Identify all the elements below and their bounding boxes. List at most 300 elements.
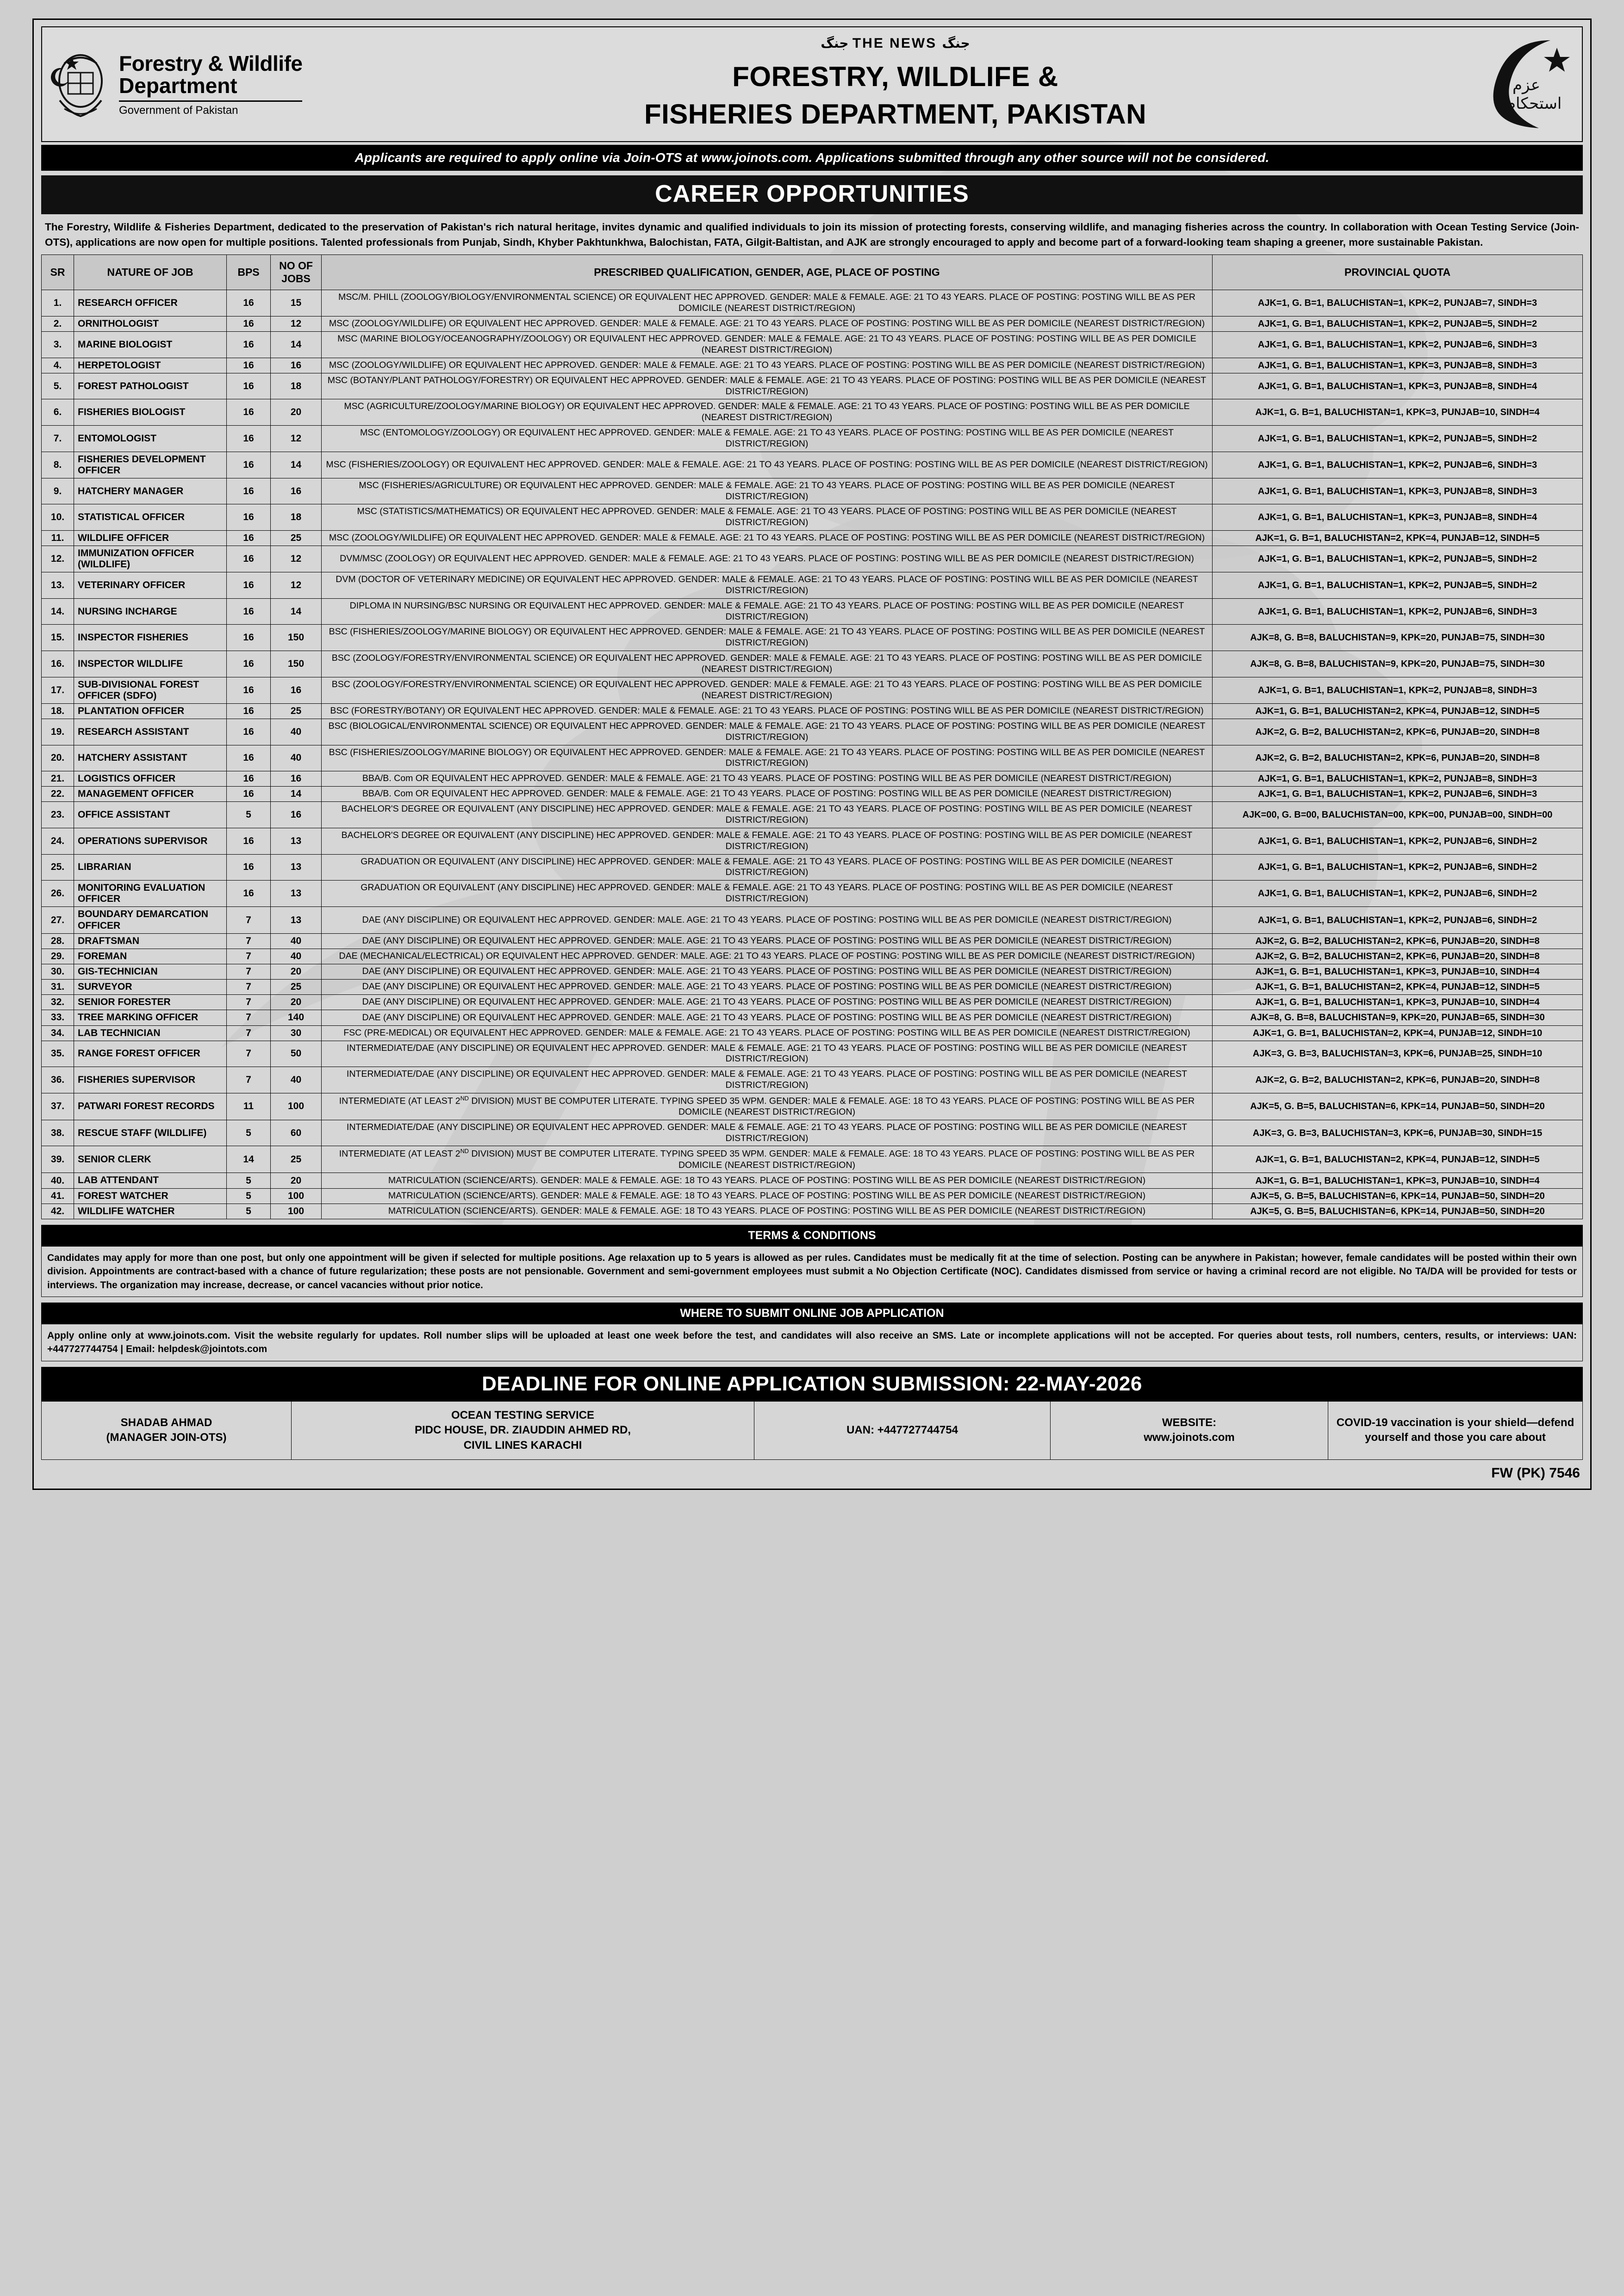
job-provincial-quota: AJK=1, G. B=1, BALUCHISTAN=1, KPK=3, PUNJAB=8, SINDH=4 — [1213, 373, 1583, 399]
job-provincial-quota: AJK=2, G. B=2, BALUCHISTAN=2, KPK=6, PUNJAB=20, SINDH=8 — [1213, 949, 1583, 964]
job-bps: 16 — [227, 399, 271, 426]
job-sr: 37. — [42, 1093, 74, 1120]
job-count: 15 — [271, 290, 322, 316]
job-bps: 16 — [227, 316, 271, 332]
job-qualification: MATRICULATION (SCIENCE/ARTS). GENDER: MALE & FEMALE. AGE: 18 TO 43 YEARS. PLACE OF POSTING: POSTING WILL BE AS PER DOMICILE (NEAREST DISTRICT/REGION) — [322, 1188, 1213, 1204]
job-count: 20 — [271, 964, 322, 979]
job-count: 13 — [271, 854, 322, 881]
job-bps: 11 — [227, 1093, 271, 1120]
col-bps: BPS — [227, 255, 271, 290]
job-bps: 16 — [227, 703, 271, 719]
job-provincial-quota: AJK=1, G. B=1, BALUCHISTAN=1, KPK=2, PUNJAB=5, SINDH=2 — [1213, 316, 1583, 332]
job-bps: 16 — [227, 572, 271, 599]
table-row — [42, 373, 1583, 399]
job-sr: 24. — [42, 828, 74, 855]
job-count: 25 — [271, 530, 322, 546]
masthead-name: THE NEWS — [852, 36, 937, 51]
job-sr: 39. — [42, 1146, 74, 1173]
job-nature: STATISTICAL OFFICER — [74, 504, 227, 531]
job-bps: 7 — [227, 933, 271, 949]
table-row — [42, 802, 1583, 828]
table-row — [42, 1120, 1583, 1146]
job-provincial-quota: AJK=1, G. B=1, BALUCHISTAN=1, KPK=2, PUNJAB=5, SINDH=2 — [1213, 572, 1583, 599]
table-row — [42, 854, 1583, 881]
job-provincial-quota: AJK=1, G. B=1, BALUCHISTAN=1, KPK=2, PUNJAB=8, SINDH=3 — [1213, 677, 1583, 703]
job-sr: 21. — [42, 771, 74, 787]
job-bps: 5 — [227, 1204, 271, 1219]
job-nature: WILDLIFE OFFICER — [74, 530, 227, 546]
table-row — [42, 1146, 1583, 1173]
job-bps: 16 — [227, 358, 271, 373]
job-provincial-quota: AJK=1, G. B=1, BALUCHISTAN=1, KPK=2, PUNJAB=7, SINDH=3 — [1213, 290, 1583, 316]
website-label: WEBSITE: — [1162, 1416, 1217, 1429]
job-sr: 2. — [42, 316, 74, 332]
job-count: 16 — [271, 358, 322, 373]
job-nature: DRAFTSMAN — [74, 933, 227, 949]
job-qualification: INTERMEDIATE/DAE (ANY DISCIPLINE) OR EQUIVALENT HEC APPROVED. GENDER: MALE & FEMALE. AGE: 21 TO 43 YEARS. PLACE OF POSTING: POSTING WILL BE AS PER DOMICILE (NEAREST DISTRICT/REGION) — [322, 1067, 1213, 1093]
job-sr: 3. — [42, 332, 74, 358]
job-bps: 5 — [227, 1173, 271, 1188]
job-qualification: MSC (FISHERIES/AGRICULTURE) OR EQUIVALENT HEC APPROVED. GENDER: MALE & FEMALE. AGE: 21 TO 43 YEARS. PLACE OF POSTING: POSTING WILL BE AS PER DOMICILE (NEAREST DISTRICT/REGION) — [322, 478, 1213, 504]
table-row — [42, 787, 1583, 802]
job-count: 100 — [271, 1093, 322, 1120]
job-qualification: DAE (ANY DISCIPLINE) OR EQUIVALENT HEC APPROVED. GENDER: MALE. AGE: 21 TO 43 YEARS. PLACE OF POSTING: POSTING WILL BE AS PER DOMICILE (NEAREST DISTRICT/REGION) — [322, 933, 1213, 949]
table-row — [42, 949, 1583, 964]
svg-text:عزم: عزم — [1512, 76, 1541, 94]
uan-cell: UAN: +447727744754 — [754, 1401, 1051, 1459]
job-nature: INSPECTOR FISHERIES — [74, 625, 227, 651]
col-sr: SR — [42, 255, 74, 290]
job-nature: BOUNDARY DEMARCATION OFFICER — [74, 907, 227, 933]
job-provincial-quota: AJK=1, G. B=1, BALUCHISTAN=1, KPK=2, PUNJAB=6, SINDH=2 — [1213, 828, 1583, 855]
terms-heading: TERMS & CONDITIONS — [41, 1225, 1583, 1247]
deadline-banner: DEADLINE FOR ONLINE APPLICATION SUBMISSION: 22-MAY-2026 — [41, 1367, 1583, 1401]
job-sr: 28. — [42, 933, 74, 949]
job-nature: HATCHERY MANAGER — [74, 478, 227, 504]
table-row — [42, 907, 1583, 933]
covid-notice-cell — [1328, 1401, 1583, 1459]
job-count: 40 — [271, 745, 322, 771]
newspaper-masthead — [374, 36, 1416, 51]
advertisement-sheet — [32, 19, 1592, 1490]
job-provincial-quota: AJK=1, G. B=1, BALUCHISTAN=1, KPK=2, PUNJAB=6, SINDH=2 — [1213, 854, 1583, 881]
job-nature: GIS-TECHNICIAN — [74, 964, 227, 979]
job-count: 150 — [271, 625, 322, 651]
job-nature: HERPETOLOGIST — [74, 358, 227, 373]
job-qualification: MSC (MARINE BIOLOGY/OCEANOGRAPHY/ZOOLOGY) OR EQUIVALENT HEC APPROVED. GENDER: MALE & FEMALE. AGE: 21 TO 43 YEARS. PLACE OF POSTING: POSTING WILL BE AS PER DOMICILE (NEAREST DISTRICT/REGION) — [322, 332, 1213, 358]
terms-body: Candidates may apply for more than one post, but only one appointment will be given if selected for multiple positions. Age relaxation up to 5 years is allowed as per rules. Candidates must be medically fit at the time of selection. Posting can be anywhere in Pakistan; however, female candidates will be posted within their own division. Appointments are contract-based with a chance of future regularization; these posts are not pensionable. Government and semi-government employees must submit a No Objection Certificate (NOC). Candidates dismissed from service or having a criminal record are not eligible. No TA/DA will be provided for tests or interviews. The organization may increase, decrease, or cancel vacancies without prior notice. — [41, 1247, 1583, 1297]
table-row — [42, 1010, 1583, 1025]
org-name: OCEAN TESTING SERVICE — [451, 1409, 594, 1421]
job-sr: 25. — [42, 854, 74, 881]
job-bps: 16 — [227, 373, 271, 399]
job-provincial-quota: AJK=5, G. B=5, BALUCHISTAN=6, KPK=14, PUNJAB=50, SINDH=20 — [1213, 1188, 1583, 1204]
job-qualification: MSC/M. PHILL (ZOOLOGY/BIOLOGY/ENVIRONMENTAL SCIENCE) OR EQUIVALENT HEC APPROVED. GENDER: MALE & FEMALE. AGE: 21 TO 43 YEARS. PLACE OF POSTING: POSTING WILL BE AS PER DOMICILE (NEAREST DISTRICT/REGION) — [322, 290, 1213, 316]
job-nature: FOREMAN — [74, 949, 227, 964]
job-nature: LAB TECHNICIAN — [74, 1025, 227, 1041]
job-qualification: MSC (ZOOLOGY/WILDLIFE) OR EQUIVALENT HEC APPROVED. GENDER: MALE & FEMALE. AGE: 21 TO 43 YEARS. PLACE OF POSTING: POSTING WILL BE AS PER DOMICILE (NEAREST DISTRICT/REGION) — [322, 358, 1213, 373]
masthead-arabic-right: جنگ — [942, 36, 970, 51]
job-sr: 31. — [42, 980, 74, 995]
pakistan-crest-icon — [50, 45, 111, 124]
job-nature: RESEARCH OFFICER — [74, 290, 227, 316]
job-qualification: INTERMEDIATE (AT LEAST 2ND DIVISION) MUST BE COMPUTER LITERATE. TYPING SPEED 35 WPM. GENDER: MALE & FEMALE. AGE: 18 TO 43 YEARS. PLACE OF POSTING: POSTING WILL BE AS PER DOMICILE (NEAREST DISTRICT/REGION) — [322, 1146, 1213, 1173]
table-row — [42, 572, 1583, 599]
job-count: 18 — [271, 373, 322, 399]
job-qualification: MSC (STATISTICS/MATHEMATICS) OR EQUIVALENT HEC APPROVED. GENDER: MALE & FEMALE. AGE: 21 TO 43 YEARS. PLACE OF POSTING: POSTING WILL BE AS PER DOMICILE (NEAREST DISTRICT/REGION) — [322, 504, 1213, 531]
government-label: Government of Pakistan — [119, 100, 302, 116]
job-provincial-quota: AJK=1, G. B=1, BALUCHISTAN=1, KPK=3, PUNJAB=10, SINDH=4 — [1213, 964, 1583, 979]
job-provincial-quota: AJK=1, G. B=1, BALUCHISTAN=1, KPK=2, PUNJAB=5, SINDH=2 — [1213, 425, 1583, 452]
job-qualification: MSC (ZOOLOGY/WILDLIFE) OR EQUIVALENT HEC APPROVED. GENDER: MALE & FEMALE. AGE: 21 TO 43 YEARS. PLACE OF POSTING: POSTING WILL BE AS PER DOMICILE (NEAREST DISTRICT/REGION) — [322, 530, 1213, 546]
job-nature: IMMUNIZATION OFFICER (WILDLIFE) — [74, 546, 227, 572]
table-row — [42, 290, 1583, 316]
table-row — [42, 771, 1583, 787]
job-nature: RANGE FOREST OFFICER — [74, 1041, 227, 1067]
table-row — [42, 677, 1583, 703]
crescent-star-icon — [1458, 36, 1574, 133]
table-row — [42, 933, 1583, 949]
job-sr: 19. — [42, 719, 74, 745]
job-provincial-quota: AJK=1, G. B=1, BALUCHISTAN=1, KPK=2, PUNJAB=6, SINDH=2 — [1213, 881, 1583, 907]
job-provincial-quota: AJK=1, G. B=1, BALUCHISTAN=2, KPK=4, PUNJAB=12, SINDH=10 — [1213, 1025, 1583, 1041]
table-row — [42, 980, 1583, 995]
job-provincial-quota: AJK=1, G. B=1, BALUCHISTAN=1, KPK=3, PUNJAB=10, SINDH=4 — [1213, 399, 1583, 426]
job-qualification: BBA/B. Com OR EQUIVALENT HEC APPROVED. GENDER: MALE & FEMALE. AGE: 21 TO 43 YEARS. PLACE OF POSTING: POSTING WILL BE AS PER DOMICILE (NEAREST DISTRICT/REGION) — [322, 771, 1213, 787]
job-qualification: MATRICULATION (SCIENCE/ARTS). GENDER: MALE & FEMALE. AGE: 18 TO 43 YEARS. PLACE OF POSTING: POSTING WILL BE AS PER DOMICILE (NEAREST DISTRICT/REGION) — [322, 1173, 1213, 1188]
job-qualification: BSC (ZOOLOGY/FORESTRY/ENVIRONMENTAL SCIENCE) OR EQUIVALENT HEC APPROVED. GENDER: MALE & FEMALE. AGE: 21 TO 43 YEARS. PLACE OF POSTING: POSTING WILL BE AS PER DOMICILE (NEAREST DISTRICT/REGION) — [322, 677, 1213, 703]
job-bps: 7 — [227, 949, 271, 964]
job-bps: 7 — [227, 1010, 271, 1025]
table-row — [42, 703, 1583, 719]
introduction-paragraph: The Forestry, Wildlife & Fisheries Department, dedicated to the preservation of Pakistan's rich natural heritage, invites dynamic and qualified individuals to join its mission of protecting forests, conserving wildlife, and managing fisheries across the country. In collaboration with Ocean Testing Service (Join-OTS), applications are now open for multiple positions. Talented professionals from Punjab, Sindh, Khyber Pakhtunkhwa, Balochistan, FATA, Gilgit-Baltistan, and AJK are strongly encouraged to apply and become part of a forward-looking team shaping a greener, more sustainable Pakistan. — [45, 221, 1579, 248]
submit-body: Apply online only at www.joinots.com. Visit the website regularly for updates. Roll number slips will be uploaded at least one week before the test, and candidates will also receive an SMS. Late or incomplete applications will not be accepted. For queries about tests, roll numbers, centers, results, or interviews: UAN: +447727744754 | Email: helpdesk@jointots.com — [41, 1324, 1583, 1361]
table-row — [42, 316, 1583, 332]
job-nature: PLANTATION OFFICER — [74, 703, 227, 719]
job-nature: OPERATIONS SUPERVISOR — [74, 828, 227, 855]
job-sr: 38. — [42, 1120, 74, 1146]
job-count: 25 — [271, 980, 322, 995]
job-sr: 20. — [42, 745, 74, 771]
job-count: 50 — [271, 1041, 322, 1067]
job-nature: LAB ATTENDANT — [74, 1173, 227, 1188]
jobs-table — [41, 254, 1583, 1219]
job-sr: 27. — [42, 907, 74, 933]
job-provincial-quota: AJK=8, G. B=8, BALUCHISTAN=9, KPK=20, PUNJAB=75, SINDH=30 — [1213, 625, 1583, 651]
job-count: 100 — [271, 1204, 322, 1219]
job-provincial-quota: AJK=1, G. B=1, BALUCHISTAN=1, KPK=3, PUNJAB=8, SINDH=4 — [1213, 504, 1583, 531]
job-bps: 7 — [227, 1025, 271, 1041]
job-qualification: INTERMEDIATE (AT LEAST 2ND DIVISION) MUST BE COMPUTER LITERATE. TYPING SPEED 35 WPM. GENDER: MALE & FEMALE. AGE: 18 TO 43 YEARS. PLACE OF POSTING: POSTING WILL BE AS PER DOMICILE (NEAREST DISTRICT/REGION) — [322, 1093, 1213, 1120]
job-count: 14 — [271, 452, 322, 478]
job-qualification: MSC (AGRICULTURE/ZOOLOGY/MARINE BIOLOGY) OR EQUIVALENT HEC APPROVED. GENDER: MALE & FEMALE. AGE: 21 TO 43 YEARS. PLACE OF POSTING: POSTING WILL BE AS PER DOMICILE (NEAREST DISTRICT/REGION) — [322, 399, 1213, 426]
job-provincial-quota: AJK=1, G. B=1, BALUCHISTAN=1, KPK=3, PUNJAB=8, SINDH=3 — [1213, 358, 1583, 373]
job-qualification: DAE (ANY DISCIPLINE) OR EQUIVALENT HEC APPROVED. GENDER: MALE. AGE: 21 TO 43 YEARS. PLACE OF POSTING: POSTING WILL BE AS PER DOMICILE (NEAREST DISTRICT/REGION) — [322, 1010, 1213, 1025]
job-qualification: DAE (ANY DISCIPLINE) OR EQUIVALENT HEC APPROVED. GENDER: MALE. AGE: 21 TO 43 YEARS. PLACE OF POSTING: POSTING WILL BE AS PER DOMICILE (NEAREST DISTRICT/REGION) — [322, 964, 1213, 979]
job-provincial-quota: AJK=1, G. B=1, BALUCHISTAN=1, KPK=2, PUNJAB=6, SINDH=3 — [1213, 598, 1583, 625]
job-sr: 11. — [42, 530, 74, 546]
job-nature: RESEARCH ASSISTANT — [74, 719, 227, 745]
table-row — [42, 1041, 1583, 1067]
job-count: 40 — [271, 719, 322, 745]
job-count: 16 — [271, 677, 322, 703]
table-header-row — [42, 255, 1583, 290]
table-row — [42, 995, 1583, 1010]
job-provincial-quota: AJK=5, G. B=5, BALUCHISTAN=6, KPK=14, PUNJAB=50, SINDH=20 — [1213, 1093, 1583, 1120]
job-count: 150 — [271, 651, 322, 677]
job-nature: FISHERIES BIOLOGIST — [74, 399, 227, 426]
job-provincial-quota: AJK=1, G. B=1, BALUCHISTAN=1, KPK=3, PUNJAB=10, SINDH=4 — [1213, 1173, 1583, 1188]
job-provincial-quota: AJK=2, G. B=2, BALUCHISTAN=2, KPK=6, PUNJAB=20, SINDH=8 — [1213, 745, 1583, 771]
job-sr: 17. — [42, 677, 74, 703]
website-url[interactable]: www.joinots.com — [1144, 1431, 1235, 1444]
job-provincial-quota: AJK=2, G. B=2, BALUCHISTAN=2, KPK=6, PUNJAB=20, SINDH=8 — [1213, 933, 1583, 949]
job-nature: NURSING INCHARGE — [74, 598, 227, 625]
job-count: 30 — [271, 1025, 322, 1041]
job-count: 100 — [271, 1188, 322, 1204]
job-qualification: MATRICULATION (SCIENCE/ARTS). GENDER: MALE & FEMALE. AGE: 18 TO 43 YEARS. PLACE OF POSTING: POSTING WILL BE AS PER DOMICILE (NEAREST DISTRICT/REGION) — [322, 1204, 1213, 1219]
job-qualification: MSC (FISHERIES/ZOOLOGY) OR EQUIVALENT HEC APPROVED. GENDER: MALE & FEMALE. AGE: 21 TO 43 YEARS. PLACE OF POSTING: POSTING WILL BE AS PER DOMICILE (NEAREST DISTRICT/REGION) — [322, 452, 1213, 478]
job-sr: 9. — [42, 478, 74, 504]
job-qualification: MSC (ENTOMOLOGY/ZOOLOGY) OR EQUIVALENT HEC APPROVED. GENDER: MALE & FEMALE. AGE: 21 TO 43 YEARS. PLACE OF POSTING: POSTING WILL BE AS PER DOMICILE (NEAREST DISTRICT/REGION) — [322, 425, 1213, 452]
job-bps: 16 — [227, 651, 271, 677]
job-sr: 14. — [42, 598, 74, 625]
job-sr: 1. — [42, 290, 74, 316]
job-qualification: MSC (ZOOLOGY/WILDLIFE) OR EQUIVALENT HEC APPROVED. GENDER: MALE & FEMALE. AGE: 21 TO 43 YEARS. PLACE OF POSTING: POSTING WILL BE AS PER DOMICILE (NEAREST DISTRICT/REGION) — [322, 316, 1213, 332]
job-nature: SUB-DIVISIONAL FOREST OFFICER (SDFO) — [74, 677, 227, 703]
job-nature: FOREST PATHOLOGIST — [74, 373, 227, 399]
job-bps: 16 — [227, 504, 271, 531]
job-nature: TREE MARKING OFFICER — [74, 1010, 227, 1025]
table-row — [42, 546, 1583, 572]
job-sr: 18. — [42, 703, 74, 719]
job-bps: 7 — [227, 1041, 271, 1067]
job-provincial-quota: AJK=1, G. B=1, BALUCHISTAN=2, KPK=4, PUNJAB=12, SINDH=5 — [1213, 980, 1583, 995]
job-provincial-quota: AJK=1, G. B=1, BALUCHISTAN=1, KPK=2, PUNJAB=6, SINDH=3 — [1213, 332, 1583, 358]
table-row — [42, 1067, 1583, 1093]
job-provincial-quota: AJK=2, G. B=2, BALUCHISTAN=2, KPK=6, PUNJAB=20, SINDH=8 — [1213, 1067, 1583, 1093]
job-count: 20 — [271, 1173, 322, 1188]
job-nature: FISHERIES SUPERVISOR — [74, 1067, 227, 1093]
job-qualification: DAE (ANY DISCIPLINE) OR EQUIVALENT HEC APPROVED. GENDER: MALE. AGE: 21 TO 43 YEARS. PLACE OF POSTING: POSTING WILL BE AS PER DOMICILE (NEAREST DISTRICT/REGION) — [322, 907, 1213, 933]
table-row — [42, 828, 1583, 855]
department-line-1: Forestry & Wildlife — [119, 51, 303, 75]
col-provincial-quota: PROVINCIAL QUOTA — [1213, 255, 1583, 290]
job-count: 25 — [271, 1146, 322, 1173]
job-count: 14 — [271, 598, 322, 625]
contact-table — [41, 1401, 1583, 1460]
job-bps: 5 — [227, 1120, 271, 1146]
table-row — [42, 1173, 1583, 1188]
job-bps: 14 — [227, 1146, 271, 1173]
job-qualification: DAE (ANY DISCIPLINE) OR EQUIVALENT HEC APPROVED. GENDER: MALE. AGE: 21 TO 43 YEARS. PLACE OF POSTING: POSTING WILL BE AS PER DOMICILE (NEAREST DISTRICT/REGION) — [322, 980, 1213, 995]
advertisement-reference: FW (PK) 7546 — [1491, 1465, 1580, 1481]
job-sr: 30. — [42, 964, 74, 979]
job-nature: INSPECTOR WILDLIFE — [74, 651, 227, 677]
job-sr: 7. — [42, 425, 74, 452]
job-qualification: BSC (FISHERIES/ZOOLOGY/MARINE BIOLOGY) OR EQUIVALENT HEC APPROVED. GENDER: MALE & FEMALE. AGE: 21 TO 43 YEARS. PLACE OF POSTING: POSTING WILL BE AS PER DOMICILE (NEAREST DISTRICT/REGION) — [322, 745, 1213, 771]
table-row — [42, 964, 1583, 979]
org-address-line-1: PIDC HOUSE, DR. ZIAUDDIN AHMED RD, — [414, 1424, 631, 1437]
job-count: 14 — [271, 332, 322, 358]
job-qualification: MSC (BOTANY/PLANT PATHOLOGY/FORESTRY) OR EQUIVALENT HEC APPROVED. GENDER: MALE & FEMALE. AGE: 21 TO 43 YEARS. PLACE OF POSTING: POSTING WILL BE AS PER DOMICILE (NEAREST DISTRICT/REGION) — [322, 373, 1213, 399]
job-provincial-quota: AJK=3, G. B=3, BALUCHISTAN=3, KPK=6, PUNJAB=30, SINDH=15 — [1213, 1120, 1583, 1146]
job-bps: 16 — [227, 828, 271, 855]
job-qualification: GRADUATION OR EQUIVALENT (ANY DISCIPLINE) HEC APPROVED. GENDER: MALE & FEMALE. AGE: 21 TO 43 YEARS. PLACE OF POSTING: POSTING WILL BE AS PER DOMICILE (NEAREST DISTRICT/REGION) — [322, 881, 1213, 907]
job-count: 16 — [271, 478, 322, 504]
job-qualification: FSC (PRE-MEDICAL) OR EQUIVALENT HEC APPROVED. GENDER: MALE & FEMALE. AGE: 21 TO 43 YEARS. PLACE OF POSTING: POSTING WILL BE AS PER DOMICILE (NEAREST DISTRICT/REGION) — [322, 1025, 1213, 1041]
job-qualification: BACHELOR'S DEGREE OR EQUIVALENT (ANY DISCIPLINE) HEC APPROVED. GENDER: MALE & FEMALE. AGE: 21 TO 43 YEARS. PLACE OF POSTING: POSTING WILL BE AS PER DOMICILE (NEAREST DISTRICT/REGION) — [322, 828, 1213, 855]
job-bps: 5 — [227, 802, 271, 828]
job-qualification: BSC (FISHERIES/ZOOLOGY/MARINE BIOLOGY) OR EQUIVALENT HEC APPROVED. GENDER: MALE & FEMALE. AGE: 21 TO 43 YEARS. PLACE OF POSTING: POSTING WILL BE AS PER DOMICILE (NEAREST DISTRICT/REGION) — [322, 625, 1213, 651]
apply-online-notice: Applicants are required to apply online via Join-OTS at www.joinots.com. Applications submitted through any other source will not be considered. — [41, 145, 1583, 171]
job-provincial-quota: AJK=1, G. B=1, BALUCHISTAN=1, KPK=3, PUNJAB=8, SINDH=3 — [1213, 478, 1583, 504]
col-no-of-jobs: NO OF JOBS — [271, 255, 322, 290]
covid-line-2: yourself and those you care about — [1365, 1431, 1546, 1444]
job-sr: 5. — [42, 373, 74, 399]
job-nature: MARINE BIOLOGIST — [74, 332, 227, 358]
table-row — [42, 332, 1583, 358]
job-nature: FISHERIES DEVELOPMENT OFFICER — [74, 452, 227, 478]
job-nature: ENTOMOLOGIST — [74, 425, 227, 452]
job-nature: SURVEYOR — [74, 980, 227, 995]
job-nature: MANAGEMENT OFFICER — [74, 787, 227, 802]
page-title-line-2: FISHERIES DEPARTMENT, PAKISTAN — [644, 99, 1147, 130]
table-row — [42, 399, 1583, 426]
table-row — [42, 651, 1583, 677]
table-row — [42, 719, 1583, 745]
org-address-line-2: CIVIL LINES KARACHI — [463, 1439, 582, 1452]
job-provincial-quota: AJK=5, G. B=5, BALUCHISTAN=6, KPK=14, PUNJAB=50, SINDH=20 — [1213, 1204, 1583, 1219]
job-sr: 26. — [42, 881, 74, 907]
job-sr: 36. — [42, 1067, 74, 1093]
job-sr: 22. — [42, 787, 74, 802]
svg-text:استحکام: استحکام — [1506, 94, 1562, 113]
job-count: 60 — [271, 1120, 322, 1146]
job-provincial-quota: AJK=1, G. B=1, BALUCHISTAN=1, KPK=2, PUNJAB=6, SINDH=3 — [1213, 787, 1583, 802]
government-emblem — [1416, 36, 1574, 133]
job-sr: 33. — [42, 1010, 74, 1025]
job-bps: 16 — [227, 546, 271, 572]
job-sr: 4. — [42, 358, 74, 373]
job-bps: 16 — [227, 677, 271, 703]
job-bps: 7 — [227, 980, 271, 995]
department-branding — [50, 45, 374, 124]
job-qualification: BSC (ZOOLOGY/FORESTRY/ENVIRONMENTAL SCIENCE) OR EQUIVALENT HEC APPROVED. GENDER: MALE & FEMALE. AGE: 21 TO 43 YEARS. PLACE OF POSTING: POSTING WILL BE AS PER DOMICILE (NEAREST DISTRICT/REGION) — [322, 651, 1213, 677]
job-count: 13 — [271, 828, 322, 855]
job-bps: 16 — [227, 598, 271, 625]
job-count: 40 — [271, 949, 322, 964]
job-qualification: BSC (FORESTRY/BOTANY) OR EQUIVALENT HEC APPROVED. GENDER: MALE & FEMALE. AGE: 21 TO 43 YEARS. PLACE OF POSTING: POSTING WILL BE AS PER DOMICILE (NEAREST DISTRICT/REGION) — [322, 703, 1213, 719]
col-qualification: PRESCRIBED QUALIFICATION, GENDER, AGE, PLACE OF POSTING — [322, 255, 1213, 290]
job-bps: 5 — [227, 1188, 271, 1204]
page-header — [41, 26, 1583, 142]
job-sr: 35. — [42, 1041, 74, 1067]
manager-name: SHADAB AHMAD — [120, 1416, 212, 1429]
job-count: 18 — [271, 504, 322, 531]
table-row — [42, 358, 1583, 373]
job-provincial-quota: AJK=8, G. B=8, BALUCHISTAN=9, KPK=20, PUNJAB=65, SINDH=30 — [1213, 1010, 1583, 1025]
table-row — [42, 625, 1583, 651]
job-count: 12 — [271, 546, 322, 572]
job-bps: 16 — [227, 745, 271, 771]
job-bps: 16 — [227, 530, 271, 546]
job-qualification: INTERMEDIATE/DAE (ANY DISCIPLINE) OR EQUIVALENT HEC APPROVED. GENDER: MALE & FEMALE. AGE: 21 TO 43 YEARS. PLACE OF POSTING: POSTING WILL BE AS PER DOMICILE (NEAREST DISTRICT/REGION) — [322, 1120, 1213, 1146]
job-sr: 40. — [42, 1173, 74, 1188]
job-nature: LOGISTICS OFFICER — [74, 771, 227, 787]
job-nature: LIBRARIAN — [74, 854, 227, 881]
col-nature-of-job: NATURE OF JOB — [74, 255, 227, 290]
job-count: 12 — [271, 425, 322, 452]
job-provincial-quota: AJK=1, G. B=1, BALUCHISTAN=1, KPK=2, PUNJAB=6, SINDH=2 — [1213, 907, 1583, 933]
job-nature: HATCHERY ASSISTANT — [74, 745, 227, 771]
job-bps: 16 — [227, 719, 271, 745]
job-sr: 42. — [42, 1204, 74, 1219]
contact-row — [42, 1401, 1583, 1459]
job-bps: 16 — [227, 854, 271, 881]
job-sr: 13. — [42, 572, 74, 599]
job-qualification: BBA/B. Com OR EQUIVALENT HEC APPROVED. GENDER: MALE & FEMALE. AGE: 21 TO 43 YEARS. PLACE OF POSTING: POSTING WILL BE AS PER DOMICILE (NEAREST DISTRICT/REGION) — [322, 787, 1213, 802]
job-bps: 16 — [227, 290, 271, 316]
job-count: 12 — [271, 316, 322, 332]
job-sr: 16. — [42, 651, 74, 677]
job-sr: 6. — [42, 399, 74, 426]
submit-heading: WHERE TO SUBMIT ONLINE JOB APPLICATION — [41, 1303, 1583, 1324]
job-bps: 16 — [227, 332, 271, 358]
job-qualification: DAE (MECHANICAL/ELECTRICAL) OR EQUIVALENT HEC APPROVED. GENDER: MALE. AGE: 21 TO 43 YEARS. PLACE OF POSTING: POSTING WILL BE AS PER DOMICILE (NEAREST DISTRICT/REGION) — [322, 949, 1213, 964]
website-cell — [1051, 1401, 1328, 1459]
table-row — [42, 530, 1583, 546]
table-row — [42, 1188, 1583, 1204]
job-provincial-quota: AJK=1, G. B=1, BALUCHISTAN=2, KPK=4, PUNJAB=12, SINDH=5 — [1213, 530, 1583, 546]
job-provincial-quota: AJK=1, G. B=1, BALUCHISTAN=2, KPK=4, PUNJAB=12, SINDH=5 — [1213, 703, 1583, 719]
table-row — [42, 478, 1583, 504]
table-row — [42, 598, 1583, 625]
manager-cell — [42, 1401, 292, 1459]
header-titles — [374, 36, 1416, 133]
job-count: 40 — [271, 1067, 322, 1093]
job-bps: 16 — [227, 452, 271, 478]
career-opportunities-band: CAREER OPPORTUNITIES — [41, 174, 1583, 214]
table-row — [42, 425, 1583, 452]
job-qualification: DVM (DOCTOR OF VETERINARY MEDICINE) OR EQUIVALENT HEC APPROVED. GENDER: MALE & FEMALE. AGE: 21 TO 43 YEARS. PLACE OF POSTING: POSTING WILL BE AS PER DOMICILE (NEAREST DISTRICT/REGION) — [322, 572, 1213, 599]
job-qualification: GRADUATION OR EQUIVALENT (ANY DISCIPLINE) HEC APPROVED. GENDER: MALE & FEMALE. AGE: 21 TO 43 YEARS. PLACE OF POSTING: POSTING WILL BE AS PER DOMICILE (NEAREST DISTRICT/REGION) — [322, 854, 1213, 881]
job-count: 16 — [271, 802, 322, 828]
table-row — [42, 1093, 1583, 1120]
job-count: 14 — [271, 787, 322, 802]
job-provincial-quota: AJK=1, G. B=1, BALUCHISTAN=1, KPK=2, PUNJAB=5, SINDH=2 — [1213, 546, 1583, 572]
job-bps: 7 — [227, 964, 271, 979]
job-provincial-quota: AJK=2, G. B=2, BALUCHISTAN=2, KPK=6, PUNJAB=20, SINDH=8 — [1213, 719, 1583, 745]
job-nature: SENIOR FORESTER — [74, 995, 227, 1010]
job-sr: 34. — [42, 1025, 74, 1041]
job-sr: 10. — [42, 504, 74, 531]
masthead-arabic-left: جنگ — [821, 36, 849, 51]
job-bps: 7 — [227, 1067, 271, 1093]
department-line-2: Department — [119, 73, 237, 98]
job-provincial-quota: AJK=8, G. B=8, BALUCHISTAN=9, KPK=20, PUNJAB=75, SINDH=30 — [1213, 651, 1583, 677]
job-nature: RESCUE STAFF (WILDLIFE) — [74, 1120, 227, 1146]
job-count: 25 — [271, 703, 322, 719]
job-nature: VETERINARY OFFICER — [74, 572, 227, 599]
job-bps: 16 — [227, 881, 271, 907]
department-name — [119, 52, 302, 117]
job-sr: 32. — [42, 995, 74, 1010]
job-count: 12 — [271, 572, 322, 599]
job-bps: 7 — [227, 907, 271, 933]
job-sr: 12. — [42, 546, 74, 572]
job-count: 40 — [271, 933, 322, 949]
